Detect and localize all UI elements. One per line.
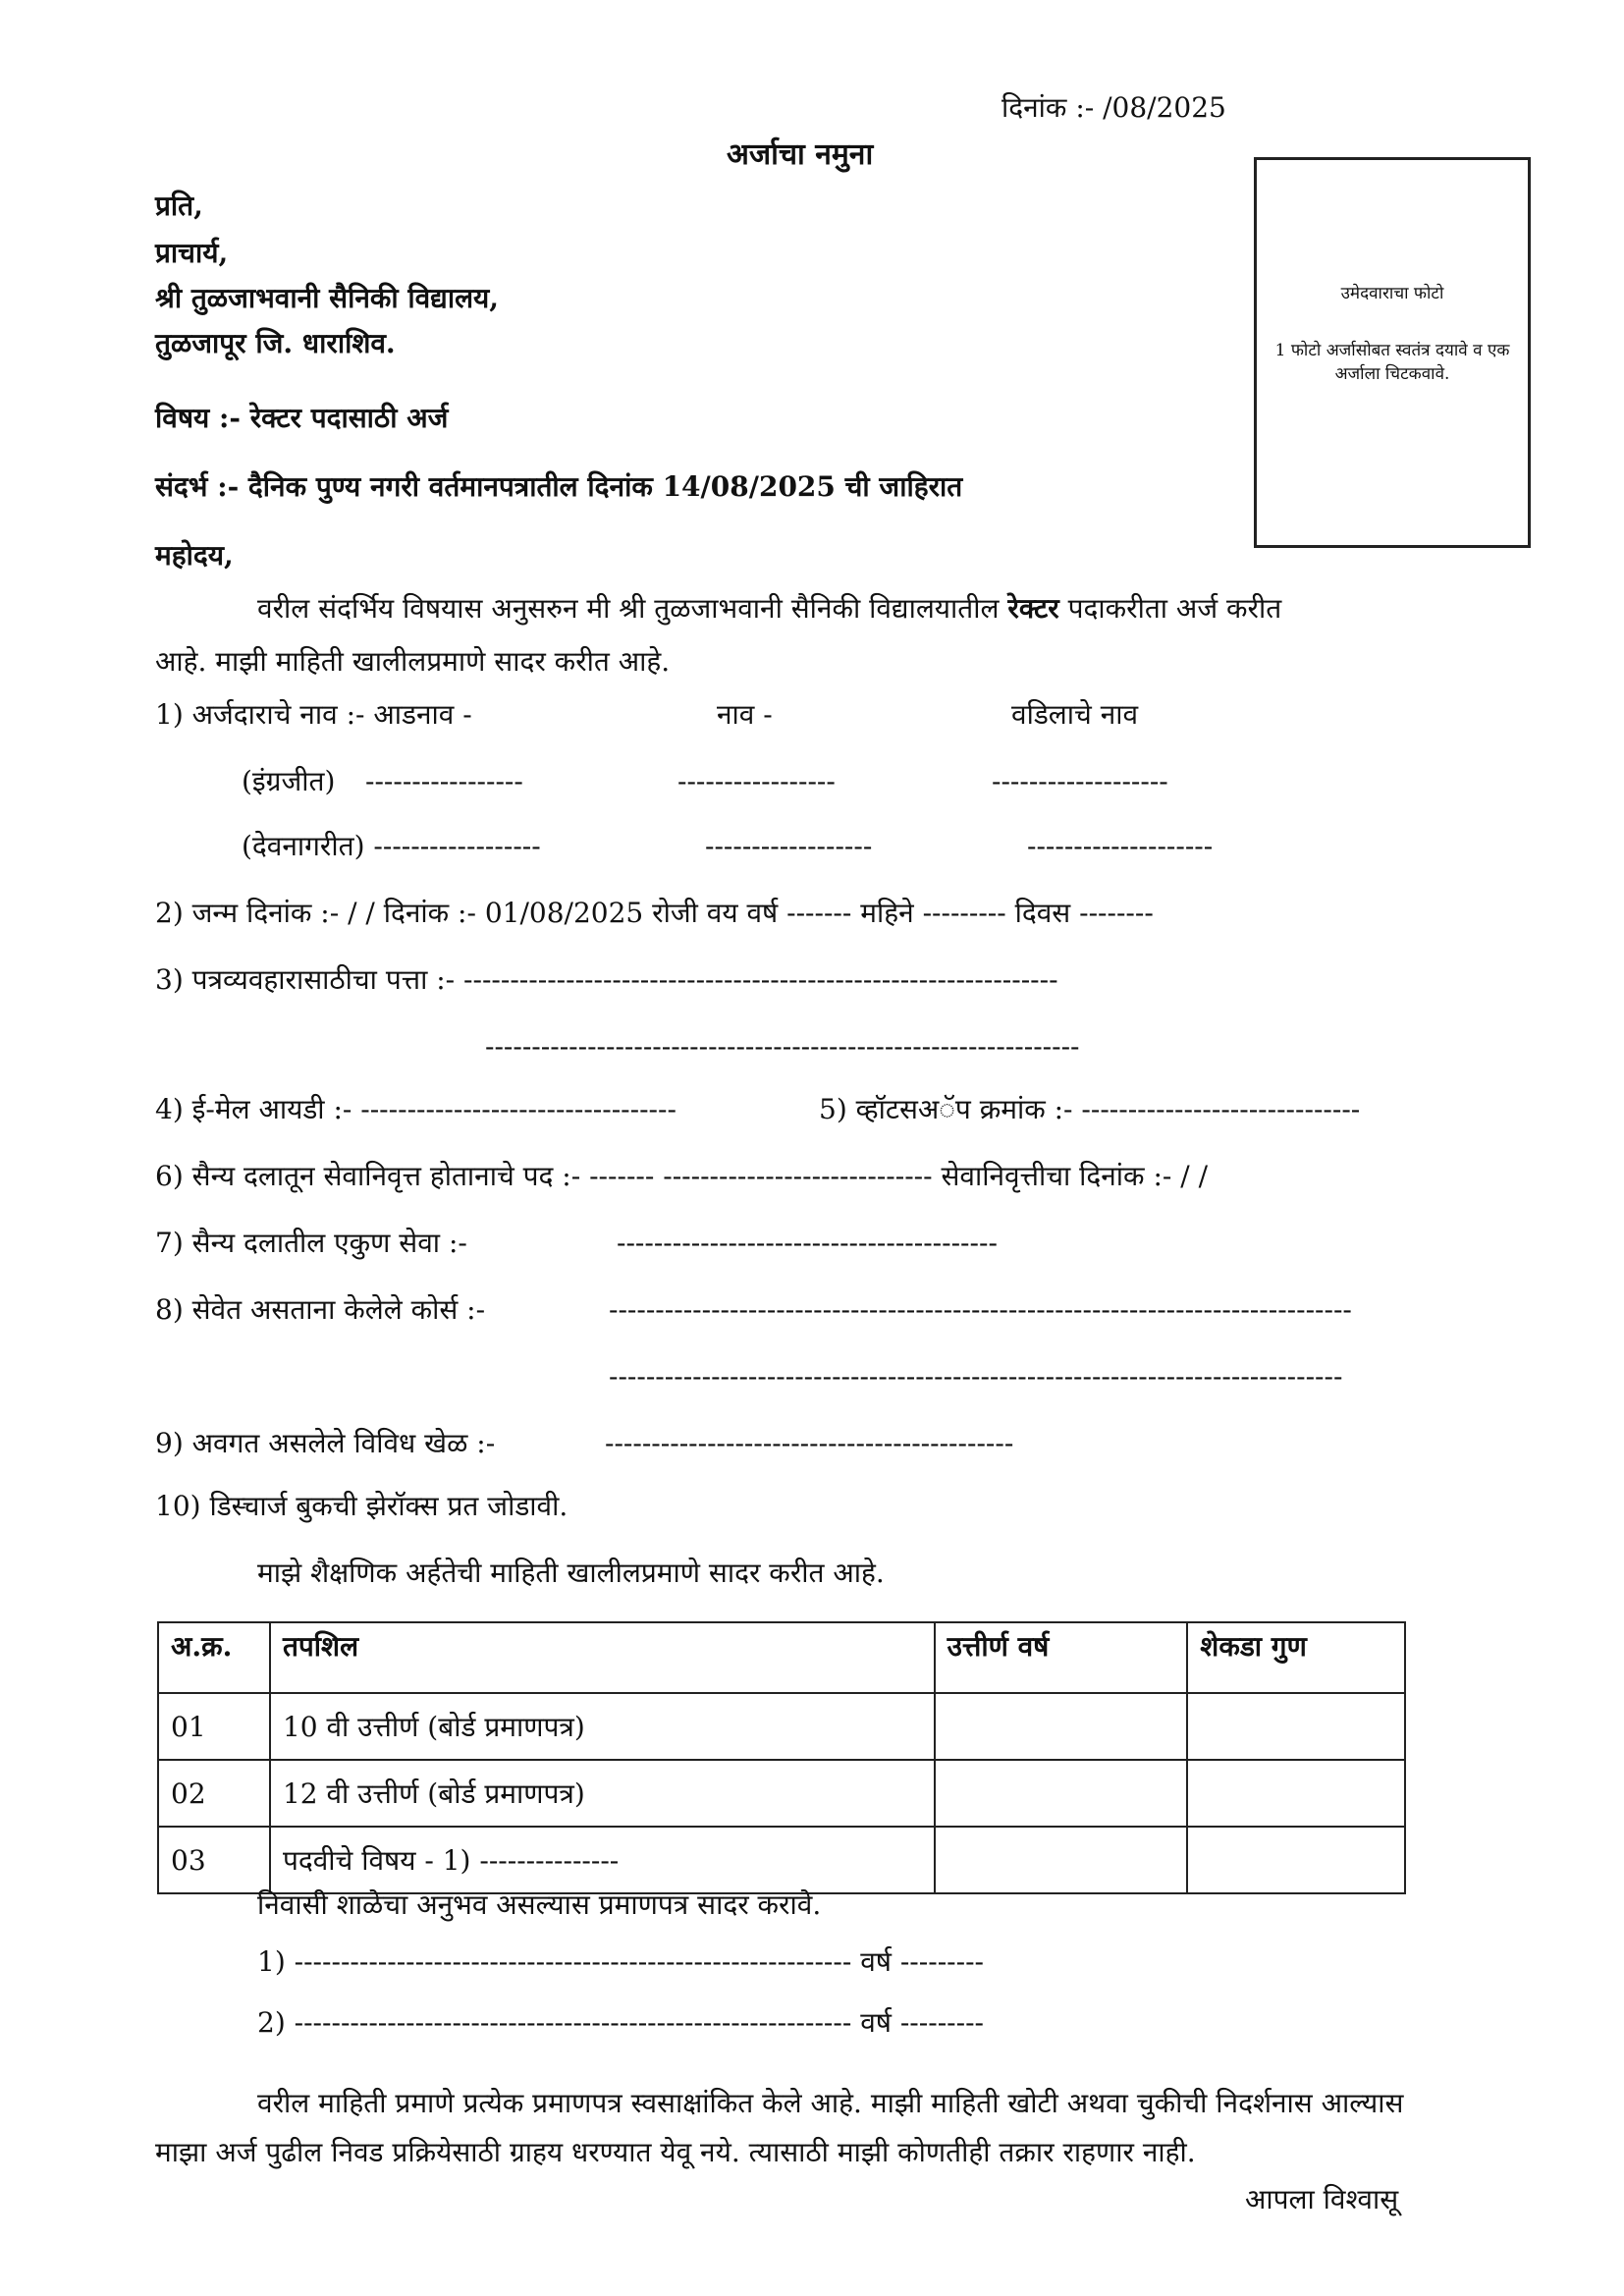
photo-box[interactable] [1254, 157, 1531, 548]
col-header-details: तपशिल [270, 1622, 935, 1693]
email-field[interactable]: 4) ई-मेल आयडी :- ---------------------------------- [155, 1093, 677, 1125]
cell-serial: 02 [158, 1760, 270, 1827]
service-label: 7) सैन्य दलातील एकुण सेवा :- [155, 1227, 467, 1259]
address-line-2: प्राचार्य, [155, 237, 229, 269]
cell-serial: 01 [158, 1693, 270, 1760]
cell-percentage[interactable] [1187, 1760, 1405, 1827]
residential-line-1[interactable]: 1) ------------------------------------------------------------ वर्ष --------- [257, 1945, 984, 1978]
cell-percentage[interactable] [1187, 1693, 1405, 1760]
salutation: महोदय, [155, 539, 234, 572]
residential-line-2[interactable]: 2) ------------------------------------------------------------ वर्ष --------- [257, 2006, 984, 2039]
cell-details: 12 वी उत्तीर्ण (बोर्ड प्रमाणपत्र) [270, 1760, 935, 1827]
first-name-label: नाव - [717, 698, 773, 731]
whatsapp-field[interactable]: 5) व्हॉटसअॅप क्रमांक :- ------------------------------ [819, 1093, 1361, 1125]
english-name-field[interactable]: ----------------- [677, 765, 836, 797]
col-header-serial: अ.क्र. [158, 1622, 270, 1693]
address-field[interactable]: 3) पत्रव्यवहारासाठीचा पत्ता :- ---------------------------------------------------------------- [155, 963, 1058, 996]
address-line-3: श्री तुळजाभवानी सैनिकी विद्यालय, [155, 282, 500, 314]
address-line-1: प्रति, [155, 190, 203, 222]
english-label: (इंग्रजीत) [242, 765, 336, 797]
table-header-row [158, 1622, 1405, 1693]
residential-heading: निवासी शाळेचा अनुभव असल्यास प्रमाणपत्र सादर करावे. [257, 1888, 822, 1921]
english-father-field[interactable]: ------------------- [992, 765, 1168, 797]
address-line-4: तुळजापूर जि. धाराशिव. [155, 327, 396, 359]
education-table [157, 1621, 1406, 1894]
date-line: दिनांक :- /08/2025 [1001, 91, 1226, 124]
col-header-percentage: शेकडा गुण [1187, 1622, 1405, 1693]
courses-field-2[interactable]: ------------------------------------------------------------------------------- [609, 1360, 1343, 1393]
declaration-line-2: माझा अर्ज पुढील निवड प्रक्रियेसाठी ग्राहय धरण्यात येवू नये. त्यासाठी माझी कोणतीही तक्रार राहणार नाही. [155, 2136, 1196, 2168]
address-field-line-2[interactable]: ---------------------------------------------------------------- [485, 1030, 1080, 1063]
reference-line: संदर्भ :- दैनिक पुण्य नगरी वर्तमानपत्रातील दिनांक 14/08/2025 ची जाहिरात [155, 470, 963, 503]
col-header-pass-year: उत्तीर्ण वर्ष [935, 1622, 1188, 1693]
rank-line[interactable]: 6) सैन्य दलातून सेवानिवृत्त होतानाचे पद :- ------- ----------------------------- सेवानिवृत्तीचा दिनांक :- / / [155, 1160, 1209, 1192]
table-row [158, 1760, 1405, 1827]
education-intro: माझे शैक्षणिक अर्हतेची माहिती खालीलप्रमाणे सादर करीत आहे. [257, 1557, 885, 1589]
photo-note: 1 फोटो अर्जासोबत स्वतंत्र दयावे व एक अर्जाला चिटकवावे. [1274, 341, 1510, 384]
cell-pass-year[interactable] [935, 1693, 1188, 1760]
dob-line[interactable]: 2) जन्म दिनांक :- / / दिनांक :- 01/08/2025 रोजी वय वर्ष ------- महिने --------- दिवस -------- [155, 897, 1154, 929]
intro-line-2: आहे. माझी माहिती खालीलप्रमाणे सादर करीत आहे. [155, 645, 671, 678]
cell-details[interactable]: पदवीचे विषय - 1) --------------- [270, 1827, 935, 1893]
sports-field[interactable]: -------------------------------------------- [605, 1427, 1014, 1459]
table-row [158, 1693, 1405, 1760]
courses-label: 8) सेवेत असताना केलेले कोर्स :- [155, 1293, 486, 1326]
name-label: 1) अर्जदाराचे नाव :- आडनाव - [155, 698, 472, 731]
english-surname-field[interactable]: ----------------- [365, 765, 523, 797]
devanagari-father-field[interactable]: -------------------- [1027, 830, 1214, 862]
page-title: अर्जाचा नमुना [727, 137, 874, 172]
cell-pass-year[interactable] [935, 1760, 1188, 1827]
cell-serial: 03 [158, 1827, 270, 1893]
service-field[interactable]: ----------------------------------------- [617, 1227, 998, 1259]
father-name-label: वडिलाचे नाव [1011, 698, 1139, 731]
intro-line-1: वरील संदर्भिय विषयास अनुसरुन मी श्री तुळजाभवानी सैनिकी विद्यालयातील रेक्टर पदाकरीता अर्ज करीत [257, 592, 1282, 625]
closing: आपला विश्वासू [1245, 2183, 1399, 2215]
sports-label: 9) अवगत असलेले विविध खेळ :- [155, 1427, 496, 1459]
cell-percentage[interactable] [1187, 1827, 1405, 1893]
devanagari-label[interactable]: (देवनागरीत) ------------------ [242, 830, 541, 862]
photo-title: उमेदवाराचा फोटो [1340, 284, 1444, 303]
devanagari-name-field[interactable]: ------------------ [705, 830, 873, 862]
courses-field-1[interactable]: -------------------------------------------------------------------------------- [609, 1293, 1352, 1326]
table-row [158, 1827, 1405, 1893]
declaration-line-1: वरील माहिती प्रमाणे प्रत्येक प्रमाणपत्र स्वसाक्षांकित केले आहे. माझी माहिती खोटी अथवा चुकीची निदर्शनास आल्यास [257, 2087, 1404, 2119]
cell-details: 10 वी उत्तीर्ण (बोर्ड प्रमाणपत्र) [270, 1693, 935, 1760]
discharge-note: 10) डिस्चार्ज बुकची झेरॉक्स प्रत जोडावी. [155, 1490, 568, 1522]
subject-line: विषय :- रेक्टर पदासाठी अर्ज [155, 402, 449, 434]
cell-pass-year[interactable] [935, 1827, 1188, 1893]
intro-post-name: रेक्टर [1007, 592, 1059, 625]
